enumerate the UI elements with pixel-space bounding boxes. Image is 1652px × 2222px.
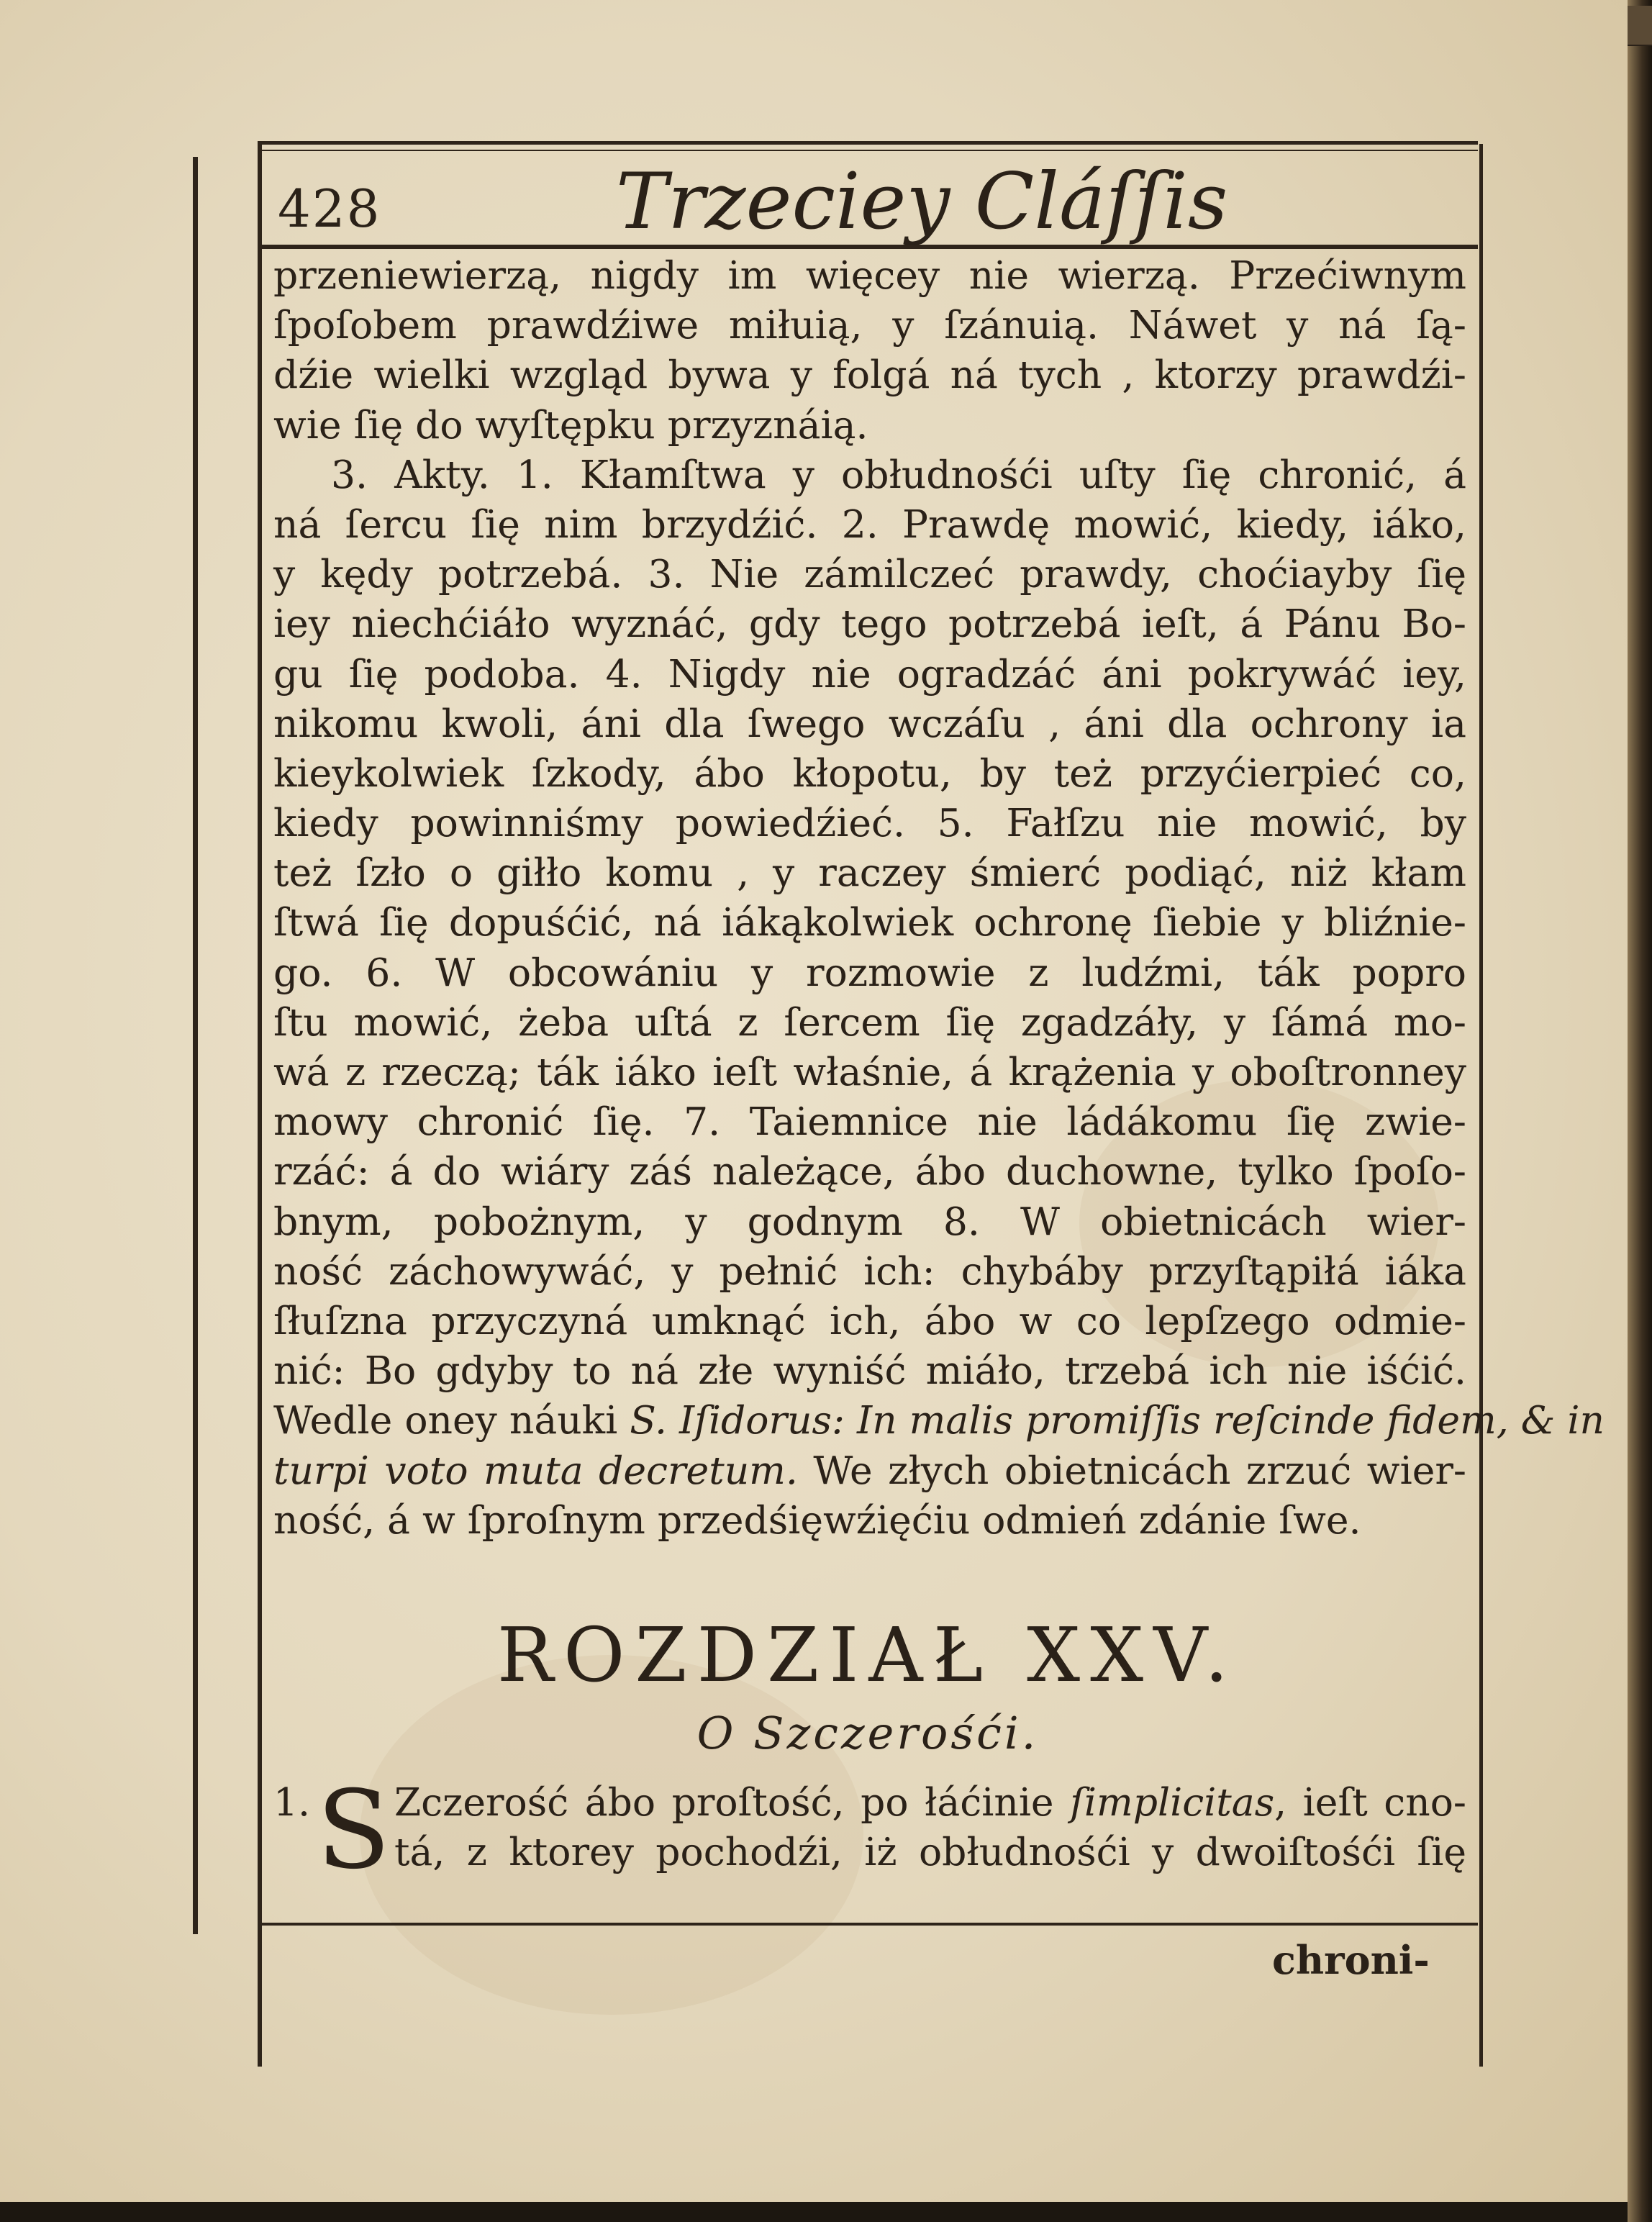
text-line: ſtu mowić, żeba uſtá z ſercem ſię zgadzáły, y ſámá mo-: [273, 999, 1466, 1045]
text-line: przeniewierzą, nigdy im więcey nie wierzą. Przećiwnym: [273, 253, 1466, 298]
paragraph-number: 1.: [273, 1779, 311, 1825]
text-line: ſpoſobem prawdźiwe miłuią, y ſzánuią. Náwet y ná ſą-: [273, 302, 1466, 348]
text-line: ſtwá ſię dopuśćić, ná iákąkolwiek ochronę ſiebie y bliźnie-: [273, 899, 1466, 946]
text-line: tá, z ktorey pochodźi, iż obłudnośći y dwoiſtośći ſię: [394, 1829, 1466, 1875]
text-line: ność, á w ſproſnym przedśięwźięćiu odmień zdánie ſwe.: [273, 1497, 1361, 1543]
text-line: ſłuſzna przyczyná umknąć ich, ábo w co lepſzego odmie-: [273, 1297, 1466, 1343]
page-number: 428: [278, 178, 381, 239]
latin-quote: turpi voto muta decretum.: [273, 1447, 798, 1493]
chapter-subtitle: O Szczerośći.: [696, 1707, 1039, 1759]
text-line: kieykolwiek ſzkody, ábo kłopotu, by też przyćierpieć co,: [273, 750, 1466, 796]
page-header: [263, 151, 1472, 247]
running-title: Trzeciey Cláſſis: [616, 157, 1228, 247]
outer-margin-rule: [193, 157, 198, 1934]
chapter-first-paragraph: [273, 1768, 1466, 1893]
text-line: ná ſercu ſię nim brzydźić. 2. Prawdę mowić, kiedy, iáko,: [273, 501, 1466, 547]
text-line: nić: Bo gdyby to ná złe wyniść miáło, trzebá ich nie iśćić.: [273, 1348, 1466, 1394]
text-line-latin: [273, 1395, 1605, 1445]
book-gutter: [1628, 0, 1652, 2222]
text-line: bnym, pobożnym, y godnym 8. W obietnicách wier-: [273, 1198, 1466, 1244]
page-edge: [1628, 6, 1652, 46]
text-line: nikomu kwoli, áni dla ſwego wczáſu , áni dla ochrony ia: [273, 700, 1466, 746]
text-line: y kędy potrzebá. 3. Nie zámilczeć prawdy, choćiayby ſię: [273, 551, 1466, 597]
text-line: też ſzło o giłło komu , y raczey śmierć podiąć, niż kłam: [273, 850, 1466, 896]
text-line: [273, 1777, 1466, 1827]
latin-quote: S. Iſidorus: In malis promiſſis reſcinde fidem, & in: [630, 1397, 1605, 1443]
text-line: go. 6. W obcowániu y rozmowie z ludźmi, ták popro: [273, 949, 1466, 995]
text-run: We złych obietnicách zrzuć wier-: [797, 1447, 1467, 1493]
text-line: iey niechćiáło wyznáć, gdy tego potrzebá ieſt, á Pánu Bo-: [273, 601, 1466, 647]
text-run: Zczerość ábo proſtość, po łáćinie: [394, 1779, 1071, 1825]
drop-capital: S: [317, 1768, 391, 1893]
latin-term: ſimplicitas: [1070, 1779, 1275, 1825]
text-line: wá z rzeczą; ták iáko ieſt właśnie, á krążenia y oboſtronney: [273, 1049, 1466, 1094]
text-line: rzáć: á do wiáry záś należące, ábo duchowne, tylko ſpoſo-: [273, 1148, 1466, 1194]
text-line: wie ſię do wyſtępku przyznáią.: [273, 402, 868, 448]
text-line: 3. Akty. 1. Kłamſtwa y obłudnośći uſty ſię chronić, á: [331, 451, 1466, 497]
body-text: [273, 250, 1605, 1545]
chapter-title: ROZDZIAŁ XXV.: [496, 1611, 1239, 1699]
text-line-latin: [273, 1446, 1466, 1495]
text-run: , ieſt cno-: [1274, 1779, 1466, 1825]
text-line: dźie wielki wzgląd bywa y folgá ná tych , ktorzy prawdźi-: [273, 352, 1466, 398]
catchword: chroni-: [1272, 1937, 1430, 1983]
text-line: gu ſię podoba. 4. Nigdy nie ogradzáć áni pokrywáć iey,: [273, 650, 1466, 697]
text-line: ność záchowywáć, y pełnić ich: chybáby przyſtąpiłá iáka: [273, 1248, 1466, 1294]
bottom-rule: [258, 1923, 1478, 1926]
text-line: kiedy powinniśmy powiedźieć. 5. Fałſzu nie mowić, by: [273, 800, 1466, 846]
text-line: mowy chronić ſię. 7. Taiemnice nie ládákomu ſię zwie-: [273, 1099, 1466, 1145]
text-run: Wedle oney náuki: [273, 1397, 630, 1443]
